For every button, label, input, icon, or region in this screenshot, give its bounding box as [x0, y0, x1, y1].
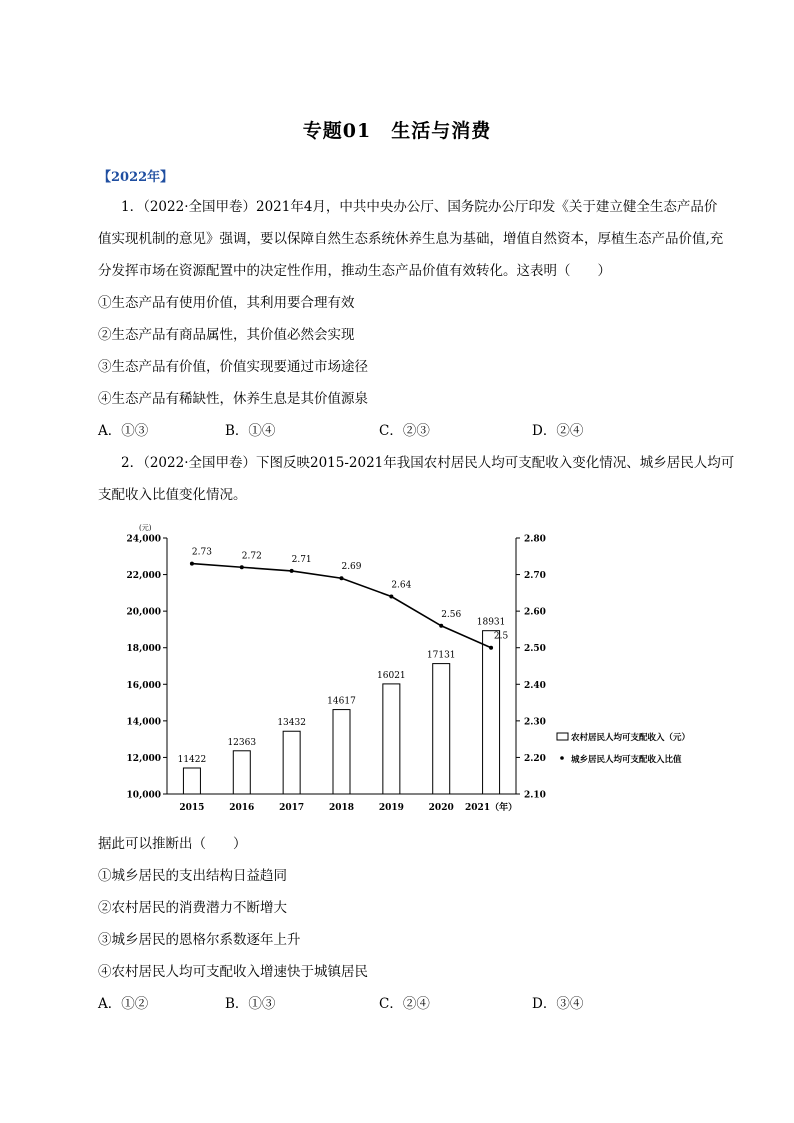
q1-option-c[interactable]: C．②③: [379, 423, 430, 439]
left-tick-label: 12,000: [126, 753, 161, 764]
q1-line-2: 值实现机制的意见》强调，要以保障自然生态系统休养生息为基础，增值自然资本，厚植生态产品价值,充: [98, 231, 724, 247]
ratio-value-label: 2.56: [441, 609, 462, 620]
q2-statement-1: ①城乡居民的支出结构日益趋同: [98, 868, 287, 884]
ratio-point: [340, 576, 344, 580]
bar: [483, 631, 500, 794]
left-axis-unit: (元): [139, 524, 152, 532]
bar: [233, 751, 250, 794]
q2-line-1: 2．（2022·全国甲卷）下图反映2015-2021年我国农村居民人均可支配收入变化情况、城乡居民人均可: [121, 455, 735, 471]
left-tick-label: 14,000: [126, 717, 161, 728]
q2-line-2: 支配收入比值变化情况。: [98, 487, 247, 503]
ratio-value-label: 2.72: [241, 551, 262, 562]
left-tick-label: 20,000: [126, 607, 161, 618]
q1-option-b[interactable]: B．①④: [225, 423, 276, 439]
x-tick-label: 2020: [428, 803, 454, 813]
bar-value-label: 18931: [476, 617, 506, 628]
section-tag: 【2022年】: [98, 170, 174, 185]
ratio-value-label: 2.69: [341, 562, 362, 573]
left-tick-label: 24,000: [126, 534, 161, 545]
legend-bar-label: 农村居民人均可支配收入（元）: [571, 733, 691, 743]
q1-statement-4: ④生态产品有稀缺性，休养生息是其价值源泉: [98, 391, 368, 407]
q1-statement-1: ①生态产品有使用价值，其利用要合理有效: [98, 295, 355, 311]
q2-option-b[interactable]: B．①③: [225, 996, 276, 1012]
right-tick-label: 2.80: [524, 534, 546, 545]
bar: [333, 710, 350, 794]
ratio-value-label: 2.73: [191, 547, 212, 558]
ratio-point: [190, 562, 194, 566]
q1-statement-2: ②生态产品有商品属性，其价值必然会实现: [98, 327, 355, 343]
bar: [283, 731, 300, 794]
legend-line-label: 城乡居民人均可支配收入比值: [571, 755, 682, 765]
ratio-line: [192, 564, 491, 648]
ratio-value-label: 2.5: [493, 631, 509, 642]
q2-option-a[interactable]: A．①②: [98, 996, 149, 1012]
bar: [183, 768, 200, 794]
bar: [433, 664, 450, 794]
ratio-point: [290, 569, 294, 573]
right-tick-label: 2.30: [524, 717, 546, 728]
q1-option-a[interactable]: A．①③: [98, 423, 149, 439]
x-tick-label: 2019: [378, 803, 404, 813]
bar: [383, 684, 400, 794]
q1-line-1: 1．（2022·全国甲卷）2021年4月，中共中央办公厅、国务院办公厅印发《关于建立健全生态产品价: [121, 199, 718, 215]
right-tick-label: 2.10: [524, 790, 546, 801]
right-tick-label: 2.40: [524, 680, 546, 691]
q2-statement-2: ②农村居民的消费潜力不断增大: [98, 900, 287, 916]
ratio-value-label: 2.64: [391, 580, 412, 591]
q1-line-3: 分发挥市场在资源配置中的决定性作用，推动生态产品价值有效转化。这表明（ ）: [98, 263, 611, 279]
x-tick-label: 2017: [279, 803, 305, 813]
bar-value-label: 16021: [377, 670, 406, 681]
x-tick-label: 2021（年）: [465, 803, 518, 813]
left-tick-label: 22,000: [126, 571, 161, 582]
q2-option-c[interactable]: C．②④: [379, 996, 430, 1012]
left-tick-label: 10,000: [126, 790, 161, 801]
q2-option-d[interactable]: D．③④: [532, 996, 584, 1012]
q1-statement-3: ③生态产品有价值，价值实现要通过市场途径: [98, 359, 368, 375]
bar-value-label: 17131: [426, 650, 456, 661]
bar-value-label: 11422: [177, 754, 207, 765]
right-tick-label: 2.50: [524, 644, 546, 655]
right-tick-label: 2.20: [524, 753, 546, 764]
legend-bar-swatch: [557, 733, 568, 740]
q1-option-d[interactable]: D．②④: [532, 423, 584, 439]
x-tick-label: 2015: [179, 803, 205, 813]
q2-statement-4: ④农村居民人均可支配收入增速快于城镇居民: [98, 964, 368, 980]
q2-statement-3: ③城乡居民的恩格尔系数逐年上升: [98, 932, 301, 948]
right-tick-label: 2.60: [524, 607, 546, 618]
bar-value-label: 12363: [227, 737, 257, 748]
bar-value-label: 14617: [327, 696, 356, 707]
ratio-point: [439, 624, 443, 628]
x-tick-label: 2018: [328, 803, 355, 813]
left-tick-label: 18,000: [126, 644, 161, 655]
right-tick-label: 2.70: [524, 571, 546, 582]
ratio-value-label: 2.71: [291, 554, 312, 565]
legend-line-marker: [560, 756, 564, 760]
page-title: 专题01 生活与消费: [302, 120, 492, 142]
bar-value-label: 13432: [277, 718, 306, 729]
ratio-point: [240, 565, 244, 569]
ratio-point: [489, 646, 493, 650]
x-tick-label: 2016: [229, 803, 255, 813]
ratio-point: [389, 595, 393, 599]
left-tick-label: 16,000: [126, 680, 161, 691]
q2-prompt: 据此可以推断出（ ）: [98, 836, 247, 852]
